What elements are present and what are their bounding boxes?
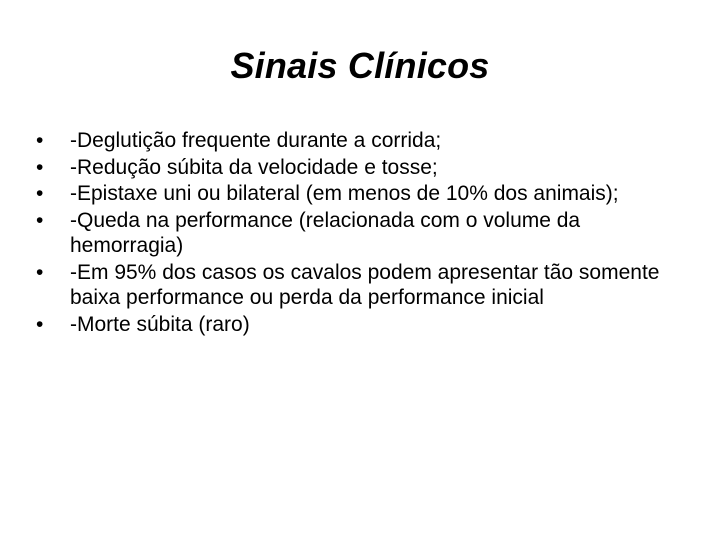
bullet-text: -Redução súbita da velocidade e tosse; — [70, 155, 438, 179]
bullet-icon: • — [36, 129, 44, 152]
bullet-text: -Morte súbita (raro) — [70, 312, 250, 336]
list-item — [36, 181, 676, 207]
bullet-icon: • — [36, 208, 44, 232]
list-item — [36, 128, 676, 154]
list-item — [36, 260, 676, 311]
bullet-text: -Deglutição frequente durante a corrida; — [70, 129, 442, 152]
bullet-icon: • — [36, 312, 44, 336]
slide-title: Sinais Clínicos — [230, 45, 490, 86]
bullet-text: -Em 95% dos casos os cavalos podem apresentar tão somente baixa performance ou perda da performance inicial — [70, 260, 660, 309]
bullet-text: -Epistaxe uni ou bilateral (em menos de 10% dos animais); — [70, 182, 619, 205]
list-item — [36, 155, 676, 181]
bullet-icon: • — [36, 182, 44, 205]
list-item — [36, 312, 676, 338]
bullet-list — [36, 128, 676, 338]
list-item — [36, 208, 676, 259]
bullet-icon: • — [36, 155, 44, 179]
bullet-icon: • — [36, 260, 44, 284]
bullet-text: -Queda na performance (relacionada com o volume da hemorragia) — [70, 208, 581, 257]
